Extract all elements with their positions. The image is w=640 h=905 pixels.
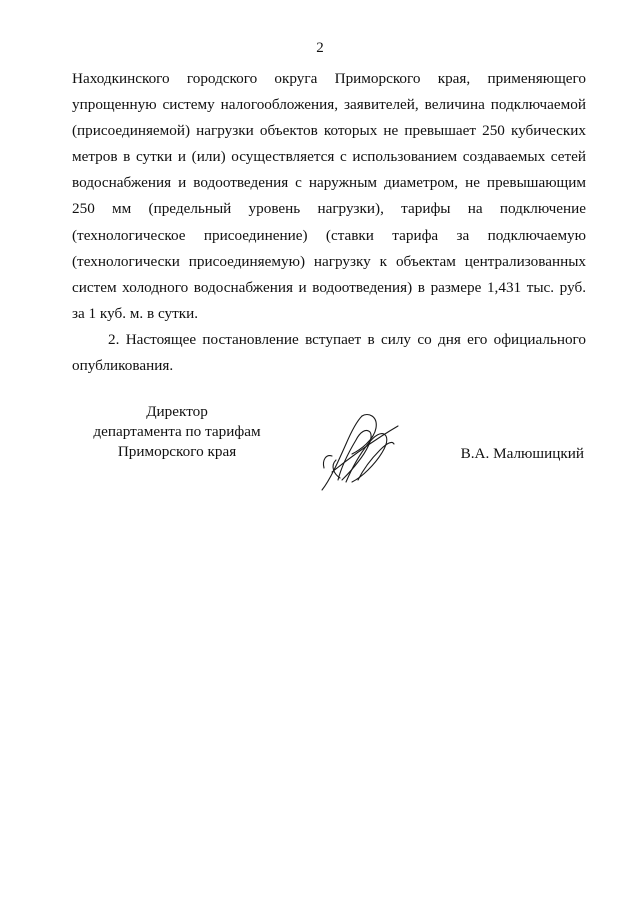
paragraph-continuation: Находкинского городского округа Приморского края, применяющего упрощенную систему налогообложения, заявителей, величина подключаемой (присоединяемой) нагрузки объектов которых не превышает 250 кубических метров в сутки и (или) осуществляется с использованием создаваемых сетей водоснабжения и водоотведения с наружным диаметром, не превышающим 250 мм (предельный уровень нагрузки), тарифы на подключение (технологическое присоединение) (ставки тарифа за подключаемую (технологически присоединяемую) нагрузку к объектам централизованных систем холодного водоснабжения и водоотведения) в размере 1,431 тыс. руб. за 1 куб. м. в сутки. bbox=[72, 70, 586, 322]
position-line-director: Директор bbox=[146, 403, 208, 420]
document-body bbox=[72, 66, 586, 379]
position-line-department: департамента по тарифам bbox=[93, 423, 261, 440]
paragraph-effective-date: 2. Настоящее постановление вступает в силу со дня его официального опубликования. bbox=[72, 330, 586, 375]
handwritten-signature bbox=[312, 410, 402, 496]
signer-position bbox=[72, 402, 282, 462]
signer-name: В.А. Малюшицкий bbox=[460, 445, 584, 462]
signature-block bbox=[0, 402, 640, 502]
page-number: 2 bbox=[316, 40, 324, 56]
position-line-region: Приморского края bbox=[117, 443, 237, 460]
